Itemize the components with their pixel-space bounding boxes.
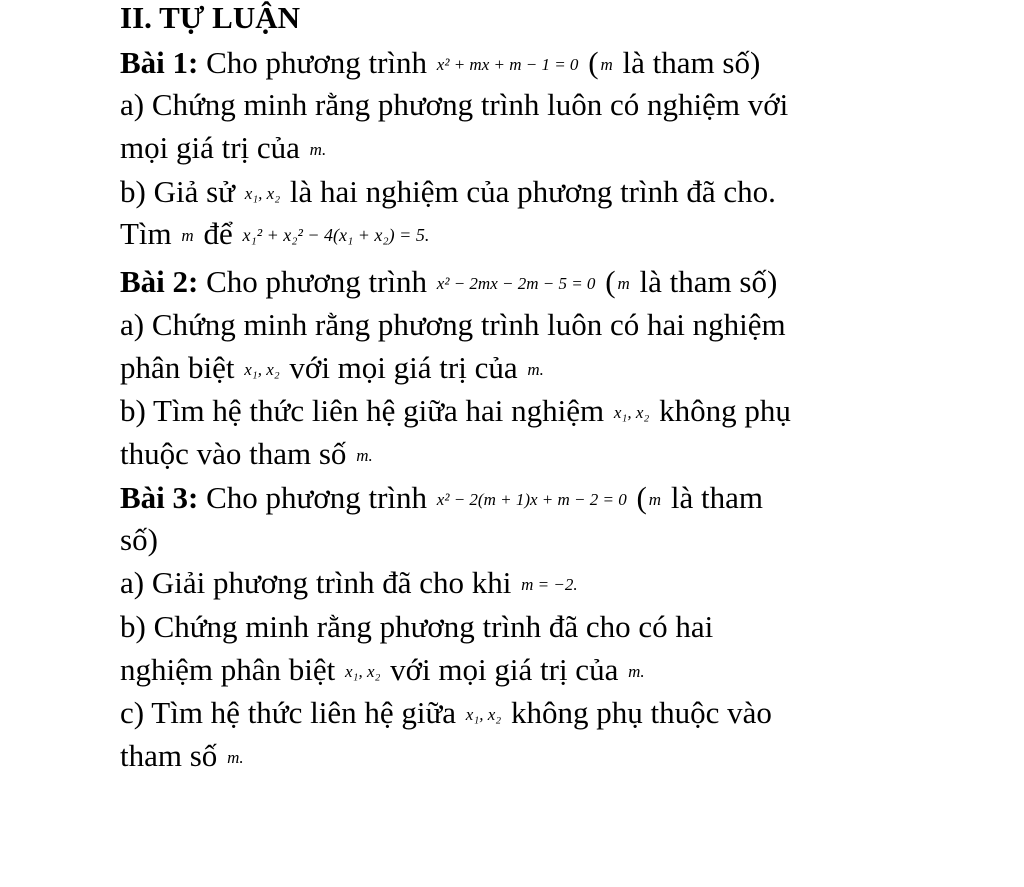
problem-3-part-a <box>120 565 580 603</box>
problem-2-part-a-mid: với mọi giá trị của <box>289 350 518 385</box>
problem-3-header <box>120 480 763 518</box>
problem-2-param-tail: là tham số) <box>639 264 778 299</box>
problem-3-part-a-pre: a) Giải phương trình đã cho khi <box>120 565 512 600</box>
problem-3-intro: Cho phương trình <box>206 480 428 515</box>
problem-2-part-b-pre: b) Tìm hệ thức liên hệ giữa hai nghiệm <box>120 393 605 428</box>
problem-1-part-a-line-1: a) Chứng minh rằng phương trình luôn có nghiệm với <box>120 87 789 122</box>
problem-3-part-c-line-1 <box>120 695 772 733</box>
problem-1-part-b-find: Tìm <box>120 216 172 251</box>
problem-2-part-a-line-1: a) Chứng minh rằng phương trình luôn có hai nghiệm <box>120 307 786 342</box>
problem-1-equation: x² + mx + m − 1 = 0 <box>436 55 579 74</box>
problem-3-param-tail-2: số) <box>120 522 158 557</box>
problem-2-param-open: ( <box>605 264 616 299</box>
problem-3-param-var: m <box>648 490 662 509</box>
problem-2-equation: x² − 2mx − 2m − 5 = 0 <box>436 274 596 293</box>
problem-1-part-a-text: mọi giá trị của <box>120 130 300 165</box>
problem-2-intro: Cho phương trình <box>206 264 428 299</box>
problem-1-part-a-var: m. <box>309 140 327 159</box>
problem-2-param-var: m <box>617 274 630 293</box>
problem-1-part-a-line-2 <box>120 130 328 168</box>
problem-1-part-b-pre: b) Giả sử <box>120 174 235 209</box>
problem-1-part-b-condition: x₁² + x₂² − 4(x₁ + x₂) = 5. <box>242 225 430 245</box>
problem-3-part-b-roots: x₁, x₂ <box>344 662 381 681</box>
problem-2-part-a-line-2 <box>120 350 546 388</box>
problem-2-part-a-var: m. <box>527 360 544 379</box>
problem-1-param-open: ( <box>588 45 599 80</box>
problem-2-part-b-text: thuộc vào tham số <box>120 436 347 471</box>
problem-3-param-open: ( <box>636 480 647 515</box>
problem-2-part-a-roots: x₁, x₂ <box>244 360 280 379</box>
problem-3-equation: x² − 2(m + 1)x + m − 2 = 0 <box>436 490 627 509</box>
problem-3-label: Bài 3: <box>120 480 199 515</box>
problem-3-part-b-line-2 <box>120 652 647 690</box>
problem-3-part-b-var: m. <box>628 662 645 681</box>
section-title: II. TỰ LUẬN <box>120 0 301 35</box>
problem-2-part-b-line-2 <box>120 436 375 474</box>
problem-2-part-b-line-1 <box>120 393 791 431</box>
problem-3-part-c-text: tham số <box>120 738 218 773</box>
problem-3-part-a-value: m = −2. <box>521 575 578 594</box>
problem-2-part-b-post: không phụ <box>659 393 791 428</box>
problem-1-part-b-line-2 <box>120 216 431 254</box>
problem-3-part-c-roots: x₁, x₂ <box>465 705 502 724</box>
problem-2-part-b-roots: x₁, x₂ <box>613 403 650 422</box>
problem-2-header <box>120 264 777 302</box>
problem-1-intro: Cho phương trình <box>206 45 428 80</box>
problem-3-part-b-line-1: b) Chứng minh rằng phương trình đã cho có hai <box>120 609 714 644</box>
problem-1-header <box>120 45 760 83</box>
problem-1-param-var: m <box>600 55 613 74</box>
problem-2-part-b-var: m. <box>356 446 373 465</box>
problem-3-part-c-post: không phụ thuộc vào <box>510 695 772 730</box>
problem-3-part-c-pre: c) Tìm hệ thức liên hệ giữa <box>120 695 457 730</box>
problem-3-part-c-line-2 <box>120 738 246 776</box>
problem-3-param-tail: là tham <box>670 480 763 515</box>
problem-2-label: Bài 2: <box>120 264 199 299</box>
problem-1-part-b-post: là hai nghiệm của phương trình đã cho. <box>289 174 776 209</box>
problem-1-part-b-line-1 <box>120 174 776 212</box>
problem-2-part-a-pre: phân biệt <box>120 350 235 385</box>
problem-1-part-b-such-that: để <box>203 216 233 251</box>
problem-3-part-b-pre: nghiệm phân biệt <box>120 652 336 687</box>
problem-1-param-tail: là tham số) <box>622 45 761 80</box>
problem-1-part-b-var: m <box>181 226 194 245</box>
problem-3-part-b-mid: với mọi giá trị của <box>390 652 619 687</box>
problem-1-label: Bài 1: <box>120 45 199 80</box>
problem-1-part-b-roots: x₁, x₂ <box>244 184 281 203</box>
problem-3-part-c-var: m. <box>227 748 244 767</box>
